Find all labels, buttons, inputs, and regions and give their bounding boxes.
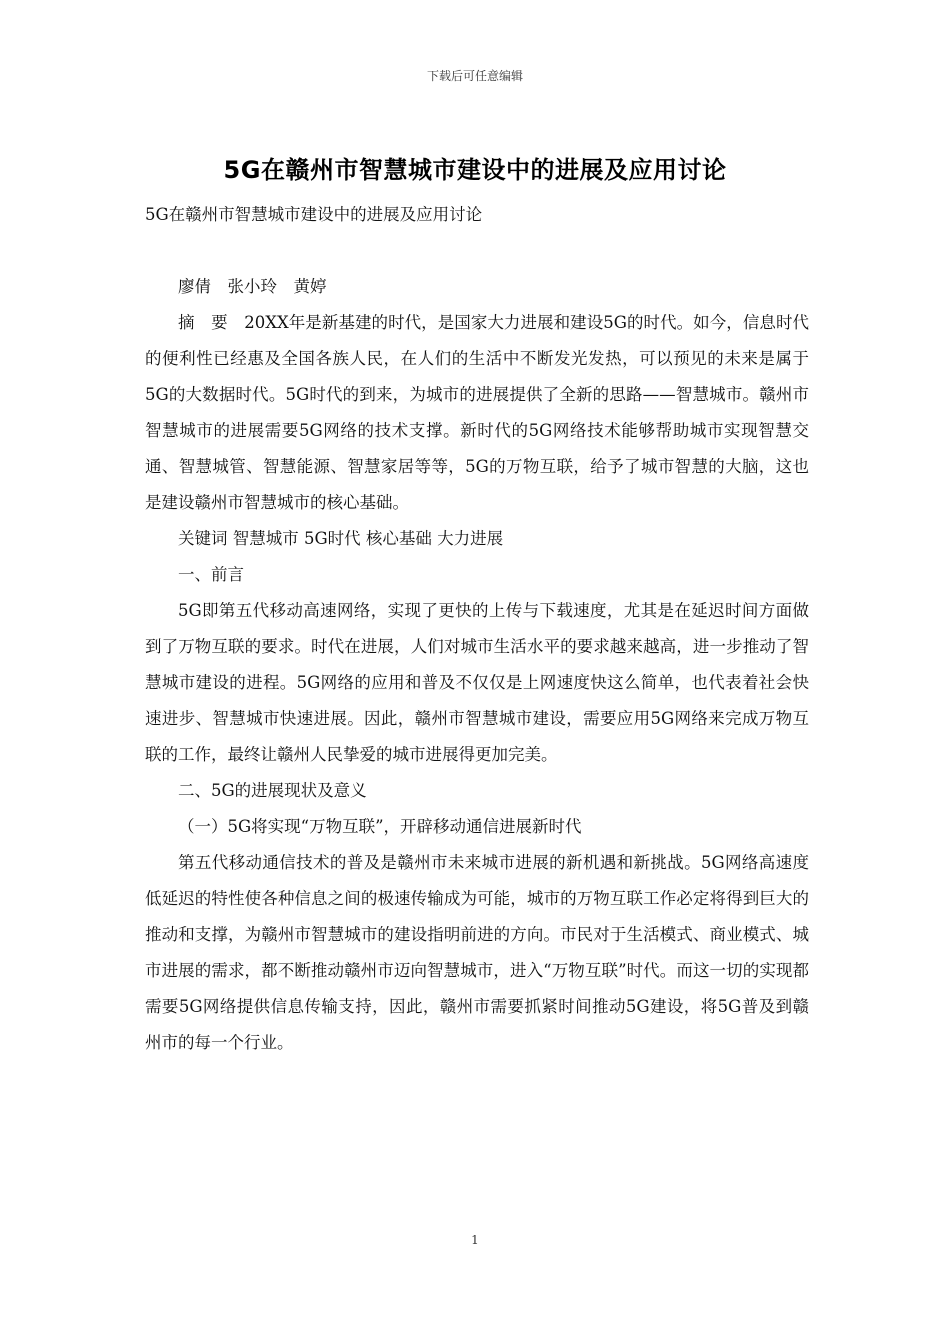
- page-header-note: 下载后可任意编辑: [426, 69, 523, 83]
- page-number: 1: [471, 1233, 479, 1247]
- section-heading-status: 二、5G的进展现状及意义: [178, 781, 367, 800]
- abstract-paragraph: 摘 要 20XX年是新基建的时代，是国家大力进展和建设5G的时代。如今，信息时代的便利性已经惠及全国各族人民，在人们的生活中不断发光发热，可以预见的未来是属于5G的大数据时代。5G时代的到来，为城市的进展提供了全新的思路——智慧城市。赣州市智慧城市的进展需要5G网络的技术支撑。新时代的5G网络技术能够帮助城市实现智慧交通、智慧城管、智慧能源、智慧家居等等，5G的万物互联，给予了城市智慧的大脑，这也是建设赣州市智慧城市的核心基础。: [145, 313, 809, 512]
- document-title: 5G在赣州市智慧城市建设中的进展及应用讨论: [223, 156, 727, 184]
- subsection-paragraph-1: 第五代移动通信技术的普及是赣州市未来城市进展的新机遇和新挑战。5G网络高速度低延迟的特性使各种信息之间的极速传输成为可能，城市的万物互联工作必定将得到巨大的推动和支撑，为赣州市智慧城市的建设指明前进的方向。市民对于生活模式、商业模式、城市进展的需求，都不断推动赣州市迈向智慧城市，进入“万物互联”时代。而这一切的实现都需要5G网络提供信息传输支持，因此，赣州市需要抓紧时间推动5G建设，将5G普及到赣州市的每一个行业。: [145, 853, 809, 1052]
- author-line: 廖倩 张小玲 黄婷: [178, 277, 327, 296]
- section-heading-intro: 一、前言: [178, 565, 244, 584]
- intro-paragraph: 5G即第五代移动高速网络，实现了更快的上传与下载速度，尤其是在延迟时间方面做到了万物互联的要求。时代在进展，人们对城市生活水平的要求越来越高，进一步推动了智慧城市建设的进程。5G网络的应用和普及不仅仅是上网速度快这么简单，也代表着社会快速进步、智慧城市快速进展。因此，赣州市智慧城市建设，需要应用5G网络来完成万物互联的工作，最终让赣州人民挚爱的城市进展得更加完美。: [145, 601, 809, 764]
- subsection-heading-1: （一）5G将实现“万物互联”，开辟移动通信进展新时代: [178, 817, 582, 836]
- keywords-line: 关键词 智慧城市 5G时代 核心基础 大力进展: [178, 529, 504, 548]
- document-body: [145, 197, 809, 1061]
- document-subtitle: 5G在赣州市智慧城市建设中的进展及应用讨论: [145, 205, 483, 224]
